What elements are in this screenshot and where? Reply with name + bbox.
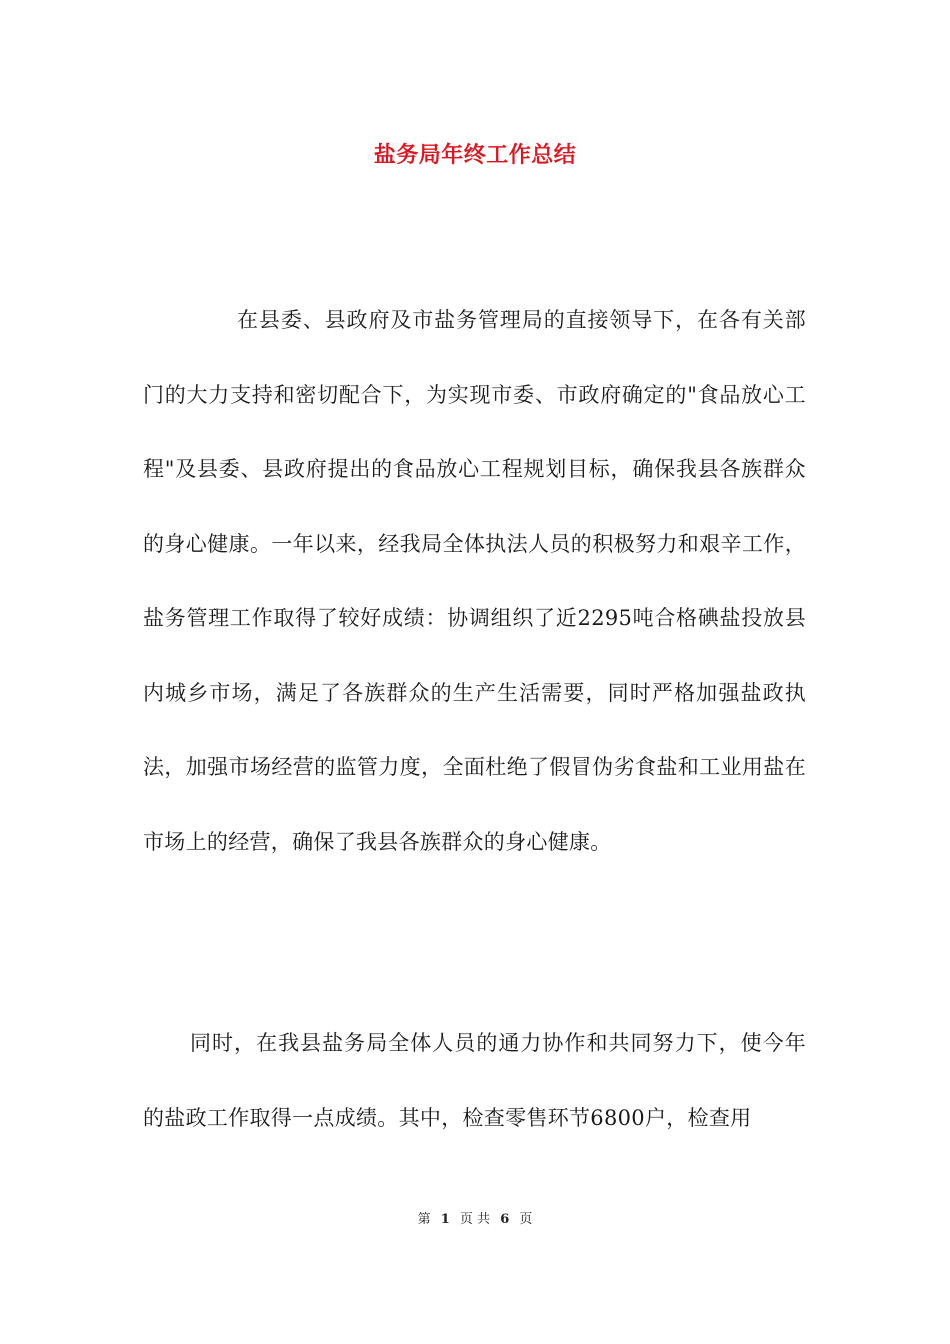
paragraph-2: 同时，在我县盐务局全体人员的通力协作和共同努力下，使今年的盐政工作取得一点成绩。其中，检查零售环节6800户，检查用	[143, 1031, 806, 1130]
footer-prefix: 第	[417, 1212, 431, 1227]
footer-suffix: 页	[519, 1212, 533, 1227]
document-title: 盐务局年终工作总结	[373, 143, 577, 168]
footer-middle: 页 共	[459, 1212, 491, 1227]
footer-total-pages: 6	[500, 1212, 510, 1227]
paragraph-1: 在县委、县政府及市盐务管理局的直接领导下，在各有关部门的大力支持和密切配合下，为实现市委、市政府确定的"食品放心工程"及县委、县政府提出的食品放心工程规划目标，确保我县各族群众的身心健康。一年以来，经我局全体执法人员的积极努力和艰辛工作，盐务管理工作取得了较好成绩：协调组织了近2295吨合格碘盐投放县内城乡市场，满足了各族群众的生产生活需要，同时严格加强盐政执法，加强市场经营的监管力度，全面杜绝了假冒伪劣食盐和工业用盐在市场上的经营，确保了我县各族群众的身心健康。	[143, 308, 806, 854]
footer-current-page: 1	[440, 1212, 450, 1227]
page-footer	[0, 1208, 950, 1227]
